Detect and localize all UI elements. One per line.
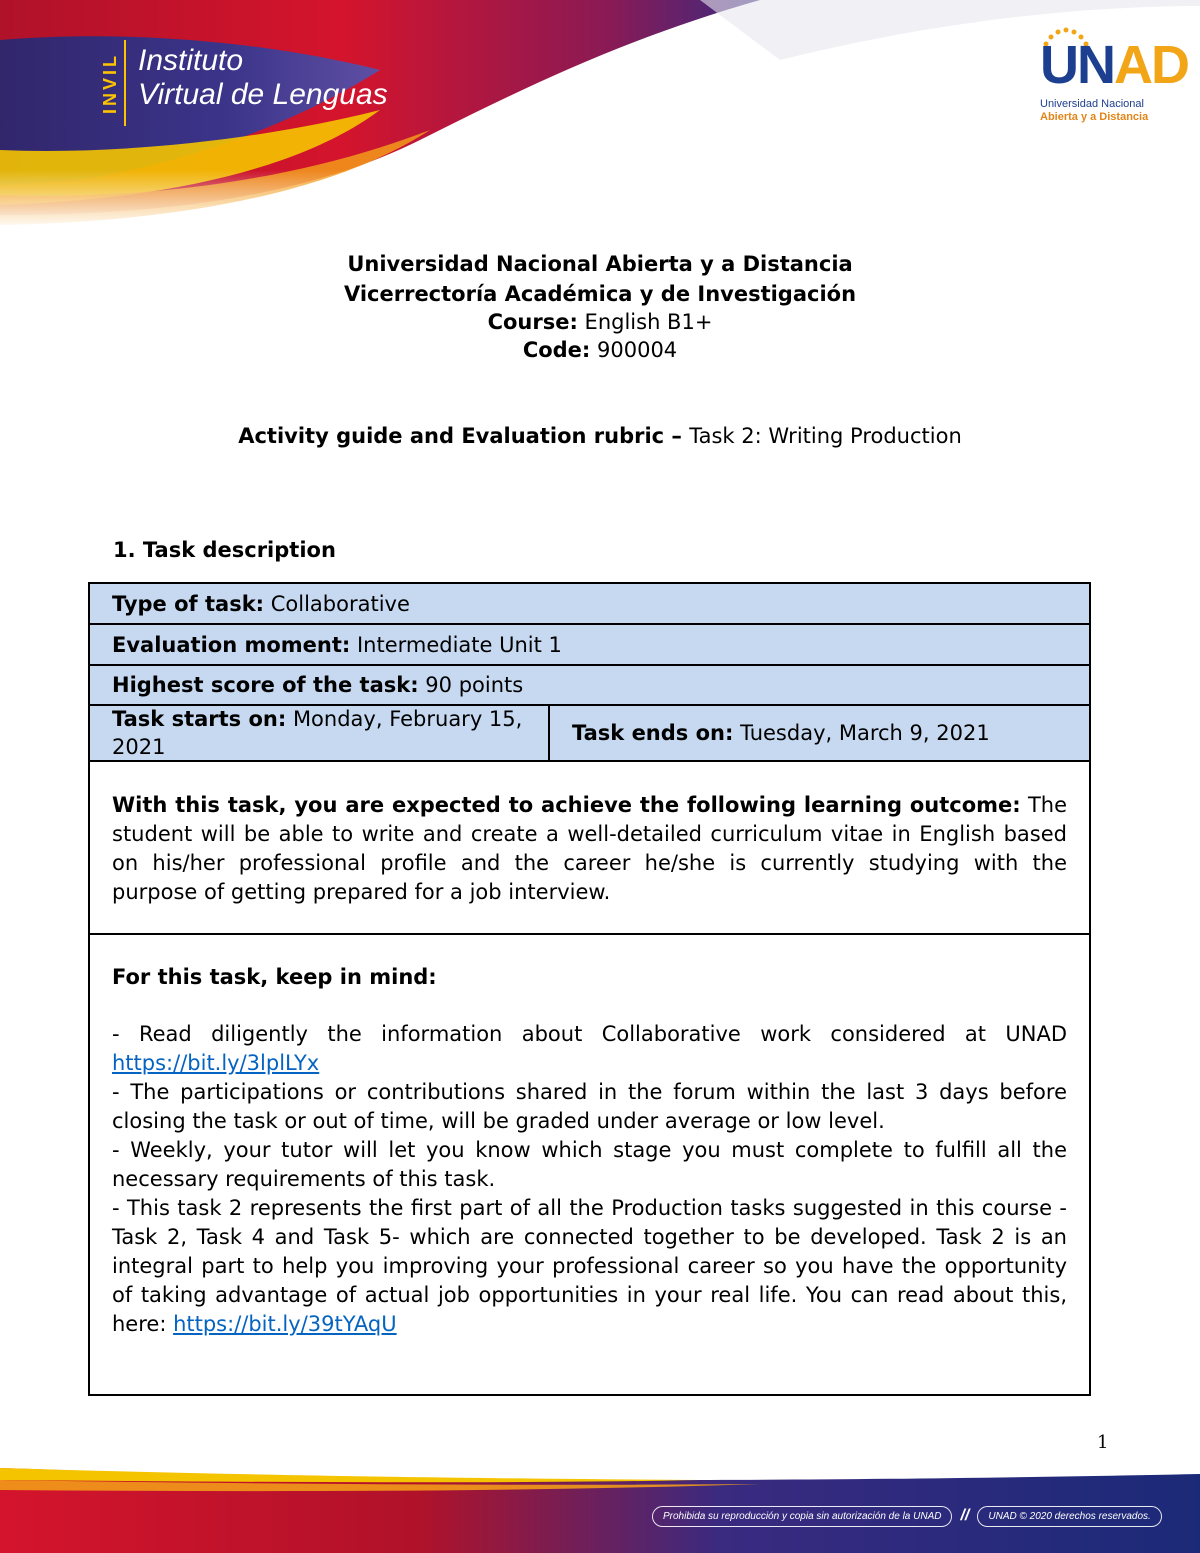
task-start-date: Task starts on: Monday, February 15, 2021 — [90, 706, 550, 760]
collaborative-work-link[interactable]: https://bit.ly/3lplLYx — [112, 1051, 320, 1075]
ivl-vertical-label: INVIL — [96, 40, 126, 126]
page-number: 1 — [1097, 1432, 1109, 1453]
unad-subtitle: Universidad Nacional Abierta y a Distancia — [1040, 98, 1149, 123]
course-line: Course: English B1+ — [487, 310, 713, 334]
task-description-table — [88, 582, 1091, 1396]
keep-in-mind-item-1: - Read diligently the information about Collaborative work considered at UNAD https://bit.ly/3lplLYx — [112, 1022, 1067, 1075]
ivl-line-1: Instituto — [138, 44, 244, 77]
table-row-outcome — [90, 762, 1089, 935]
code-line: Code: 900004 — [522, 338, 678, 362]
table-row-score — [90, 666, 1089, 706]
header-banner — [0, 0, 1200, 230]
highest-score: Highest score of the task: 90 points — [112, 673, 524, 697]
section-heading: 1. Task description — [113, 538, 336, 562]
ivl-logo-text — [138, 44, 388, 112]
type-of-task: Type of task: Collaborative — [112, 591, 410, 616]
table-row-keep-in-mind — [90, 935, 1089, 1394]
learning-outcome: With this task, you are expected to achieve the following learning outcome: The student will be able to write and create a well-detailed curriculum vitae in English based on his/her professional profile and the career he/she is currently studying with the purpose of getting prepared for a job interview. — [112, 793, 1068, 904]
production-tasks-link[interactable]: https://bit.ly/39tYAqU — [173, 1312, 397, 1336]
table-row-type — [90, 584, 1089, 625]
ivl-line-2: Virtual de Lenguas — [138, 78, 388, 111]
table-row-moment — [90, 625, 1089, 666]
footer-separator: // — [960, 1507, 970, 1524]
keep-in-mind-item-3: - Weekly, your tutor will let you know which stage you must complete to fulfill all the necessary requirements of this task. — [112, 1138, 1067, 1191]
keep-in-mind-item-4: - This task 2 represents the first part of all the Production tasks suggested in this course -Task 2, Task 4 and Task 5- which are connected together to be developed. Task 2 is an integral part to help you improving your professional career so you have the opportunity of taking advantage of actual job opportunities in your real life. You can read about this, here: https://bit.ly/39tYAqU — [112, 1196, 1067, 1336]
copy-restriction-notice: Prohibida su reproducción y copia sin autorización de la UNAD — [652, 1506, 952, 1527]
guide-title: Activity guide and Evaluation rubric – Task 2: Writing Production — [238, 424, 962, 448]
vicerrectoria-name: Vicerrectoría Académica y de Investigación — [343, 282, 857, 306]
keep-in-mind-item-2: - The participations or contributions shared in the forum within the last 3 days before closing the task or out of time, will be graded under average or low level. — [112, 1080, 1067, 1133]
copyright-notice: UNAD © 2020 derechos reservados. — [977, 1506, 1161, 1527]
unad-logo — [1030, 28, 1188, 128]
evaluation-moment: Evaluation moment: Intermediate Unit 1 — [112, 632, 562, 657]
task-end-date: Task ends on: Tuesday, March 9, 2021 — [572, 721, 990, 745]
footer-notice — [652, 1504, 1172, 1528]
university-name: Universidad Nacional Abierta y a Distancia — [347, 252, 853, 276]
keep-in-mind-heading: For this task, keep in mind: — [112, 965, 437, 989]
unad-wordmark: UNAD — [1040, 35, 1188, 95]
table-row-dates — [90, 706, 1089, 762]
